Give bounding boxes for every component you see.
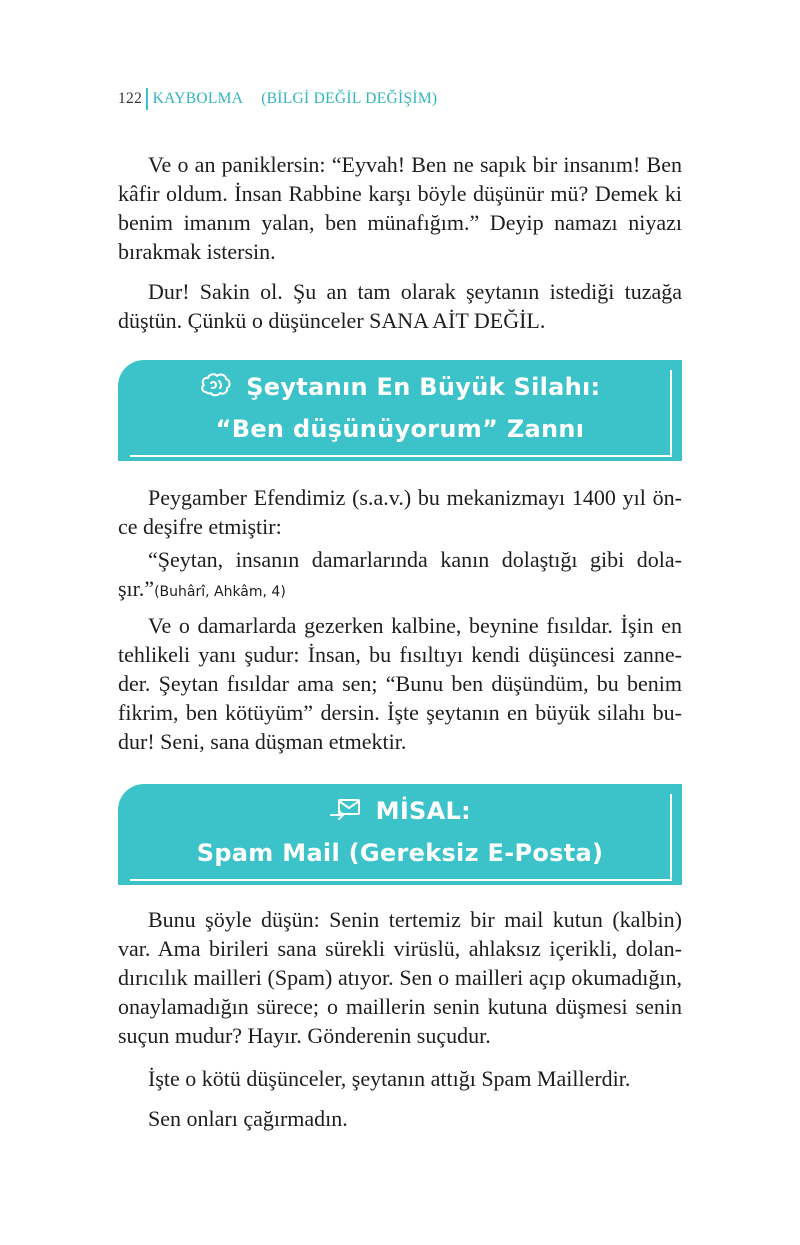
- chapter-subtitle: (BİLGİ DEĞİL DEĞİŞİM): [261, 90, 438, 107]
- mail-send-icon: [329, 797, 376, 825]
- paragraph-whisper: Ve o damarlarda gezerken kalbine, beynine fısıldar. İşin en tehlikeli yanı şudur: İnsan, bu fısıltıyı kendi düşüncesi zanneder. Şeytan fısıldar ama sen; “Bunu ben düşündüm, bu benim fikrim, ben kötüyüm” dersin. İşte şeytanın en büyük silahı budur! Seni, sana düşman etmektir.: [118, 613, 682, 754]
- section-heading-box-2: [118, 784, 682, 885]
- hadith-citation: (Buhârî, Ahkâm, 4): [154, 584, 286, 600]
- book-title: KAYBOLMA: [152, 90, 244, 107]
- paragraph-hadith-intro: Peygamber Efendimiz (s.a.v.) bu mekanizmayı 1400 yıl önce deşifre etmiştir:: [118, 485, 682, 539]
- heading-box-1-title: Şeytanın En Büyük Silahı:: [246, 373, 601, 401]
- paragraph-hadith: [118, 545, 682, 607]
- section-heading-box-1: [118, 360, 682, 461]
- heading-box-2-subtitle: Spam Mail (Gereksiz E-Posta): [196, 839, 604, 867]
- paragraph-calm: Dur! Sakin ol. Şu an tam olarak şeytanın istediği tuzağa düştün. Çünkü o düşünceler SANA AİT DEĞİL.: [118, 279, 682, 333]
- header-divider: [146, 88, 148, 110]
- paragraph-spam-conclusion: İşte o kötü düşünceler, şeytanın attığı Spam Maillerdir.: [148, 1066, 631, 1091]
- heading-line-1: [118, 796, 682, 825]
- paragraph-not-invited: Sen onları çağırmadın.: [148, 1106, 348, 1131]
- heading-box-1-subtitle: “Ben düşünüyorum” Zannı: [215, 415, 585, 443]
- hadith-text: “Şeytan, insanın damarlarında kanın dolaştığı gibi dolaşır.”: [118, 547, 682, 601]
- brain-icon: [200, 373, 247, 401]
- paragraph-panic: Ve o an paniklersin: “Eyvah! Ben ne sapık bir insanım! Ben kâfir oldum. İnsan Rabbine karşı böyle düşünür mü? Demek ki benim imanım yalan, ben münafığım.” Deyip namazı niyazı bırakmak istersin.: [118, 152, 682, 264]
- heading-box-2-title: MİSAL:: [375, 797, 472, 825]
- running-header: [118, 88, 437, 110]
- paragraph-spam-analogy: Bunu şöyle düşün: Senin tertemiz bir mail kutun (kalbin) var. Ama birileri sana sürekli virüslü, ahlaksız içerikli, dolandırıcılık mailleri (Spam) atıyor. Sen o mailleri açıp okumadığın, onaylamadığın sürece; o maillerin senin kutuna düşmesi senin suçun mudur? Hayır. Gönderenin suçudur.: [118, 907, 682, 1048]
- heading-line-1: [118, 372, 682, 401]
- page-number: 122: [118, 90, 143, 107]
